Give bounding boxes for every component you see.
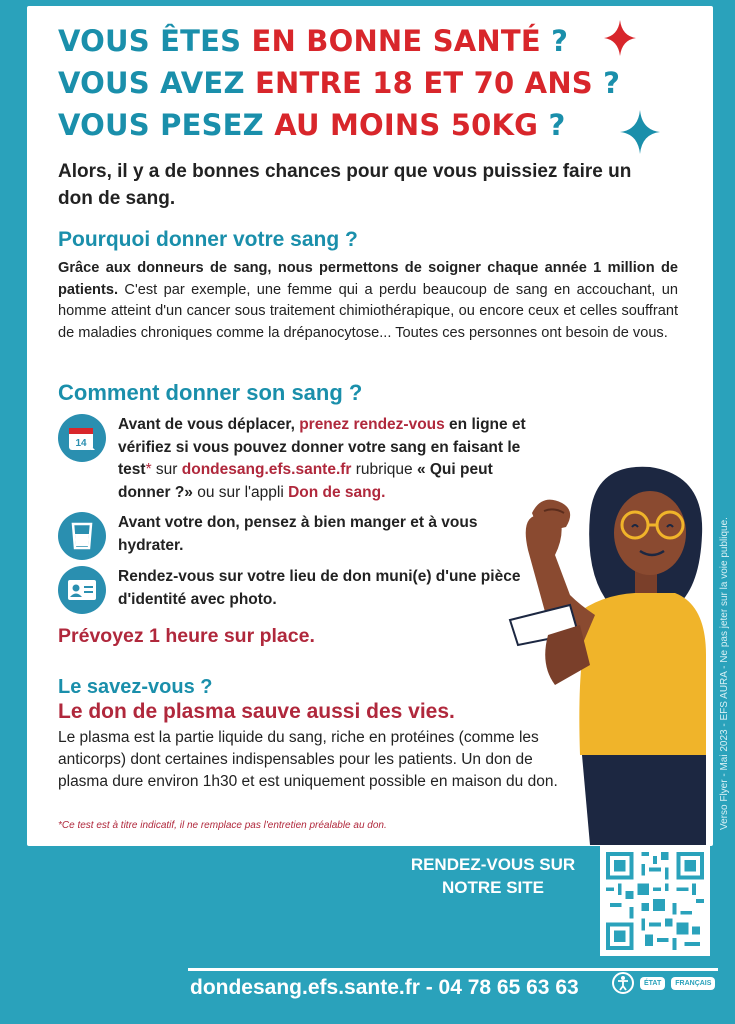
red-sparkle-icon [604,20,636,56]
side-legal-text: Verso Flyer - Mai 2023 - EFS AURA - Ne pas jeter sur la voie publique. [719,517,730,830]
footer-divider [188,968,718,971]
logo-badge-1: ÉTAT [640,977,665,990]
headline: VOUS ÊTES EN BONNE SANTÉ ? VOUS AVEZ ENTRE 18 ET 70 ANS ? VOUS PESEZ AU MOINS 50KG ? [58,24,621,142]
blue-sparkle-icon [620,110,660,154]
qr-code[interactable] [600,846,710,956]
intro-text: Alors, il y a de bonnes chances pour que vous puissiez faire un don de sang. [58,161,632,209]
why-heading: Pourquoi donner votre sang ? [58,228,358,251]
logo-badge-2: FRANÇAIS [671,977,715,990]
accessibility-icon [612,972,634,994]
footnote: *Ce test est à titre indicatif, il ne remplace pas l'entretien préalable au don. [58,820,387,831]
step-appointment-text: Avant de vous déplacer, prenez rendez-vous en ligne et vérifiez si vous pouvez donner votre sang en faisant le test* sur dondesang.efs.sante.fr rubrique « Qui peut donner ?» ou sur l'appli Don de sang. [118,416,526,501]
svg-text:14: 14 [75,438,87,449]
step-eat-drink [58,512,528,560]
duration-note: Prévoyez 1 heure sur place. [58,625,315,647]
plasma-paragraph: Le plasma est la partie liquide du sang, riche en protéines (comme les anticorps) dont certaines indispensables pour les patients. Un don de plasma dure environ 1h30 et est uniquement possible en maison du don. [58,729,558,790]
step-eat-drink-text: Avant votre don, pensez à bien manger et à vous hydrater. [118,514,478,554]
glass-icon [58,512,106,560]
donor-illustration [500,455,706,845]
footer-logos [612,972,715,994]
cta-text: RENDEZ-VOUS SUR NOTRE SITE [410,855,576,897]
plasma-heading: Le don de plasma sauve aussi des vies. [58,700,455,723]
footer-contact[interactable]: dondesang.efs.sante.fr - 04 78 65 63 63 [190,976,579,999]
step-id-card-text: Rendez-vous sur votre lieu de don muni(e) d'une pièce d'identité avec photo. [118,568,521,608]
step-appointment [58,414,528,504]
why-paragraph: Grâce aux donneurs de sang, nous permettons de soigner chaque année 1 million de patients. C'est par exemple, une femme qui a perdu beaucoup de sang en accouchant, un homme atteint d'un cancer sous traitement chimiothérapique, ou encore ceux et celles souffrant de maladies chroniques comme la drépanocytose... Toutes ces personnes ont besoin de vous. [58,260,678,341]
step-id-card [58,566,528,614]
know-heading: Le savez-vous ? [58,676,213,698]
how-heading: Comment donner son sang ? [58,380,363,405]
calendar-icon [58,414,106,462]
id-card-icon [58,566,106,614]
